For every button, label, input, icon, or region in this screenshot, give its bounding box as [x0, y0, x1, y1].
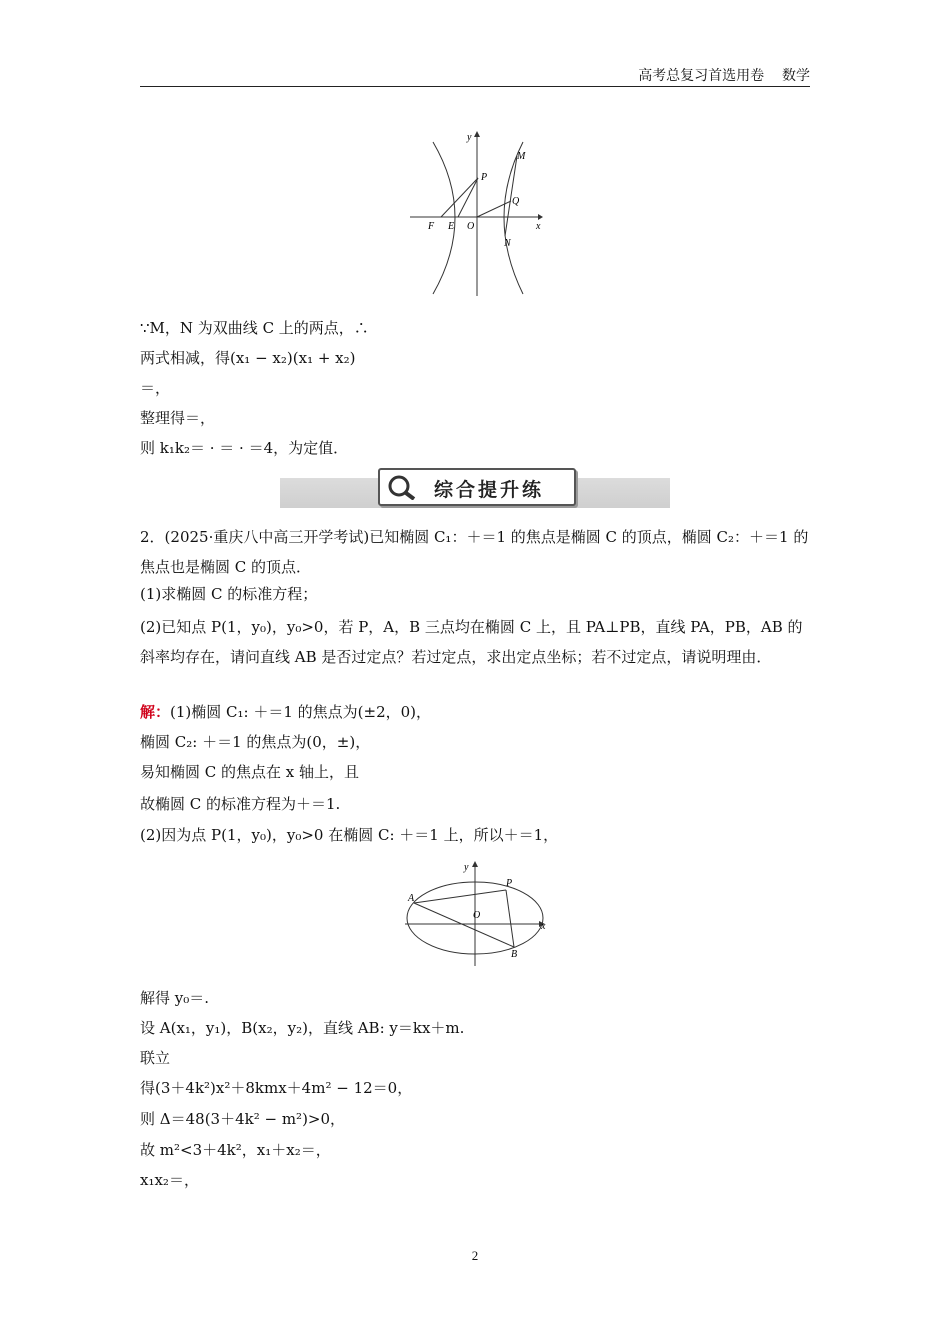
solution2-line-1: 解得 y₀＝. [140, 989, 210, 1007]
segment-OQ [477, 201, 511, 217]
banner-title: 综合提升练 [434, 479, 545, 501]
solution2-line-7: x₁x₂＝， [140, 1171, 199, 1189]
solution-line-5: (2)因为点 P(1，y₀)，y₀>0 在椭圆 C: ＋＝1 上，所以＋＝1， [140, 826, 559, 844]
label-x: x [536, 221, 541, 232]
hyperbola-figure [405, 128, 550, 298]
solution2-line-4: 得(3＋4k²)x²＋8kmx＋4m² − 12＝0， [140, 1079, 413, 1097]
ellipse-figure [400, 856, 555, 971]
solution2-line-5: 则 Δ＝48(3＋4k² − m²)>0， [140, 1110, 346, 1128]
label-y: y [464, 862, 469, 873]
y-axis-arrow [474, 131, 480, 137]
label-A: A [408, 893, 415, 904]
label-M: M [517, 151, 526, 162]
solution-label: 解： [140, 703, 171, 721]
solution-line-2: 椭圆 C₂: ＋＝1 的焦点为(0，±)， [140, 733, 371, 751]
label-N: N [504, 238, 511, 249]
proof-line-1: ∵M，N 为双曲线 C 上的两点，∴ [140, 319, 369, 337]
label-P: P [506, 878, 513, 889]
solution-line-1 [140, 702, 431, 722]
proof-line-5: 则 k₁k₂＝ · ＝ · ＝4，为定值． [140, 439, 349, 457]
label-x: x [541, 921, 546, 932]
page-number: 2 [471, 1248, 479, 1263]
problem-part-2: (2)已知点 P(1，y₀)，y₀>0，若 P，A，B 三点均在椭圆 C 上，且 PA⊥PB，直线 PA，PB，AB 的斜率均存在，请问直线 AB 是否过定点？若过定点，求出定点坐标；若不过定点，请说明理由． [140, 618, 803, 666]
label-y: y [467, 132, 472, 143]
segment-AB [414, 903, 514, 947]
label-F: F [428, 221, 435, 232]
header-book-title: 高考总复习首选用卷 [638, 68, 765, 84]
banner-box [378, 468, 576, 506]
label-E: E [448, 221, 455, 232]
left-branch [433, 142, 455, 294]
solution2-line-2: 设 A(x₁，y₁)，B(x₂，y₂)，直线 AB: y＝kx＋m. [140, 1019, 465, 1037]
label-O: O [467, 221, 475, 232]
proof-line-4: 整理得＝， [140, 409, 216, 427]
right-branch [504, 142, 523, 294]
proof-line-3: ＝， [140, 379, 171, 397]
header-subject: 数学 [782, 68, 810, 84]
segment-EP [458, 178, 478, 217]
solution-text-1: (1)椭圆 C₁: ＋＝1 的焦点为(±2，0)， [170, 703, 432, 721]
solution-line-3: 易知椭圆 C 的焦点在 x 轴上，且 [140, 763, 360, 781]
section-banner [280, 468, 670, 508]
label-O: O [473, 910, 481, 921]
solution2-line-3: 联立 [140, 1049, 171, 1067]
label-Q: Q [512, 196, 520, 207]
proof-line-2: 两式相减，得(x₁ − x₂)(x₁ + x₂) [140, 349, 356, 367]
label-P: P [481, 172, 488, 183]
solution-line-4: 故椭圆 C 的标准方程为＋＝1. [140, 795, 341, 813]
problem-statement: 2．(2025·重庆八中高三开学考试)已知椭圆 C₁：＋＝1 的焦点是椭圆 C 的顶点，椭圆 C₂：＋＝1 的焦点也是椭圆 C 的顶点． [140, 528, 809, 576]
segment-PB [506, 890, 514, 947]
segment-FP [441, 178, 478, 217]
problem-part-1: (1)求椭圆 C 的标准方程； [140, 585, 318, 603]
page-header [140, 66, 810, 87]
y-axis-arrow [472, 861, 478, 867]
label-B: B [511, 949, 518, 960]
x-axis-arrow [538, 214, 543, 220]
magnifier-icon [386, 474, 420, 500]
solution2-line-6: 故 m²<3＋4k²，x₁＋x₂＝， [140, 1141, 331, 1159]
